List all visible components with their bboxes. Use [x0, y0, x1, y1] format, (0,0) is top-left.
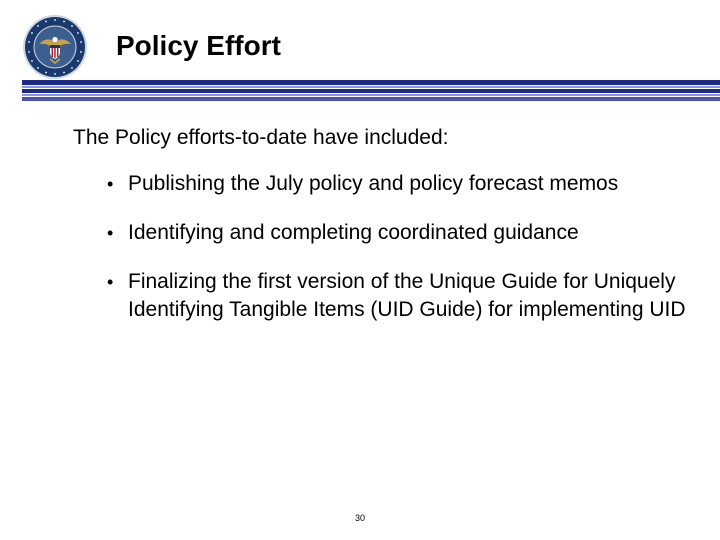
- bullet-icon: •: [107, 174, 114, 194]
- dod-seal-logo: [22, 14, 88, 80]
- bullet-item: [107, 219, 687, 247]
- intro-text: The Policy efforts-to-date have included:: [73, 126, 449, 149]
- bullet-icon: •: [107, 223, 114, 243]
- bullet-text: Finalizing the first version of the Unique Guide for Uniquely Identifying Tangible Items (UID Guide) for implementing UID: [128, 270, 686, 321]
- slide-title: Policy Effort: [116, 30, 281, 61]
- bullet-item: [107, 170, 687, 198]
- bullet-text: Publishing the July policy and policy forecast memos: [128, 172, 619, 195]
- title-rule: [22, 80, 720, 102]
- bullet-item: [107, 268, 687, 324]
- bullet-icon: •: [107, 272, 114, 292]
- bullet-text: Identifying and completing coordinated guidance: [128, 221, 579, 244]
- bullet-list: [107, 170, 687, 345]
- page-number: 30: [354, 513, 365, 523]
